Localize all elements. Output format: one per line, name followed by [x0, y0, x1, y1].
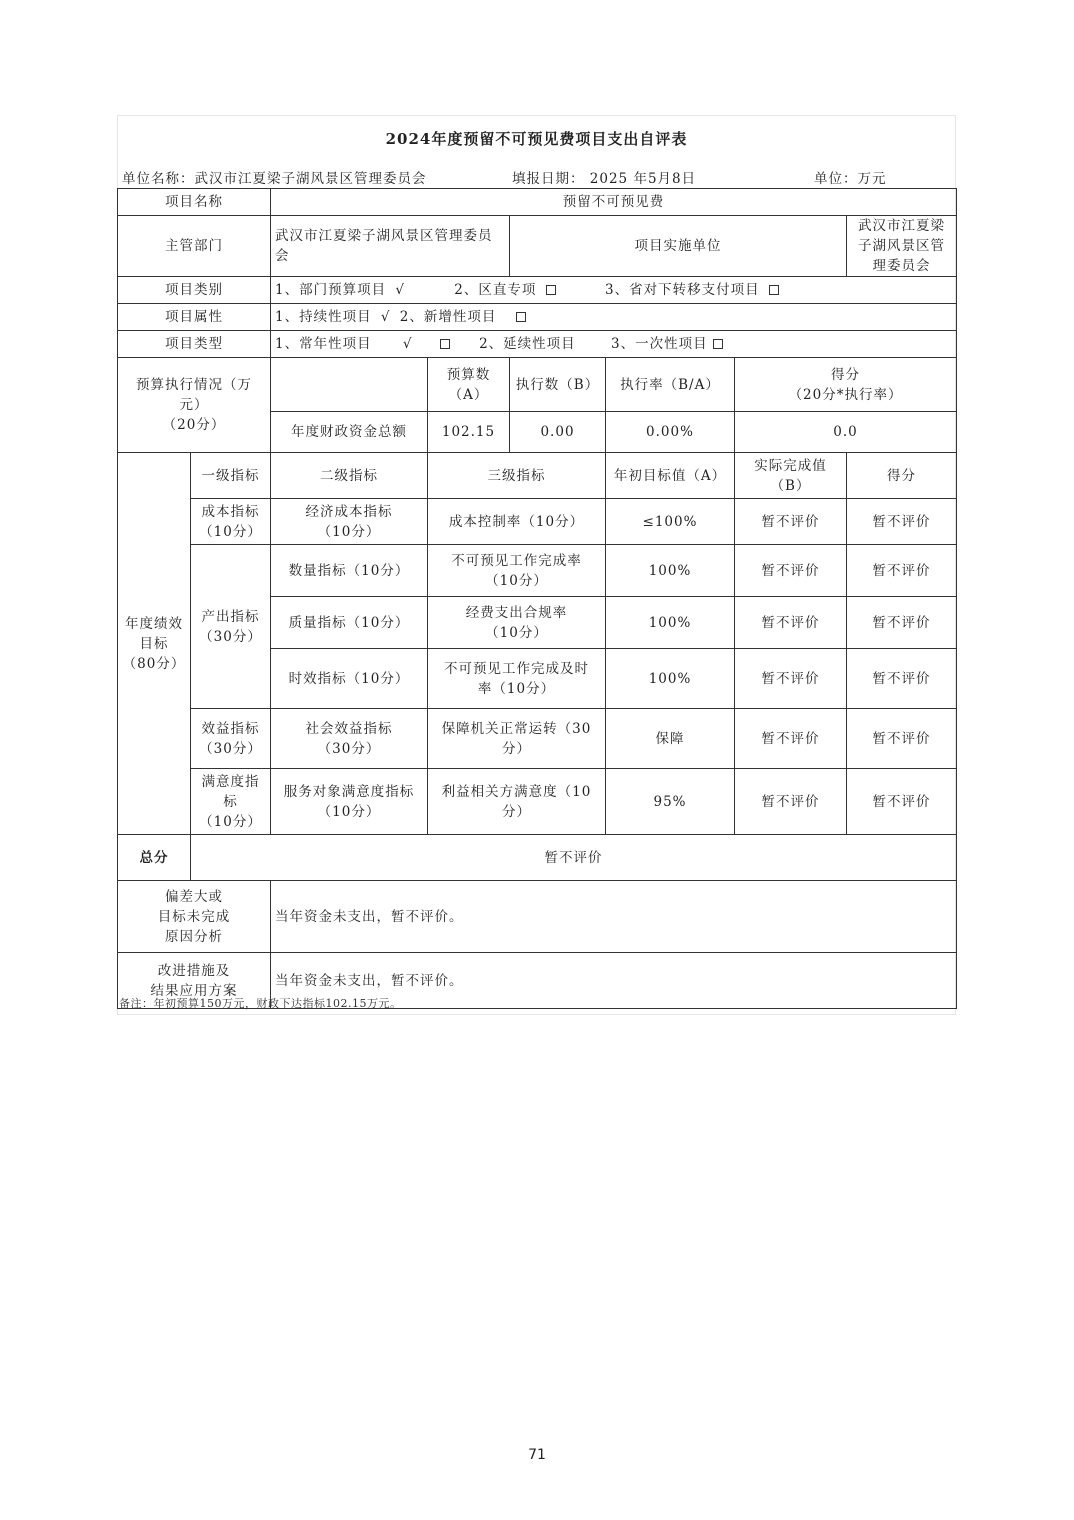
- remark-note: 备注：年初预算150万元，财政下达指标102.15万元。: [119, 997, 402, 1010]
- exec-value: 0.00: [510, 412, 606, 453]
- budget-section-label: 预算执行情况（万元） （20分）: [118, 358, 271, 453]
- department-value: 武汉市江夏梁子湖风景区管理委员会: [271, 216, 510, 277]
- budget-col-exec: 执行数（B）: [510, 358, 606, 412]
- impl-unit-label: 项目实施单位: [510, 216, 847, 277]
- score-cell: 暂不评价: [847, 769, 957, 835]
- actual-cell: 暂不评价: [735, 769, 847, 835]
- actual-cell: 暂不评价: [735, 709, 847, 769]
- target-cell: ≤100%: [606, 499, 735, 545]
- currency-unit: 单位：万元: [814, 171, 887, 187]
- type-option-extended: 2、延续性项目: [479, 336, 576, 352]
- level3-cell: 经费支出合规率 （10分）: [428, 597, 606, 649]
- project-name-value: 预留不可预见费: [271, 189, 957, 216]
- budget-col-rate: 执行率（B/A）: [606, 358, 735, 412]
- level2-cell: 服务对象满意度指标 （10分）: [271, 769, 428, 835]
- level1-cell: 效益指标 （30分）: [191, 709, 271, 769]
- table-row: [118, 499, 957, 545]
- department-row: [118, 216, 957, 277]
- category-options: [271, 277, 957, 304]
- fill-date: 填报日期： 2025 年5月8日: [512, 171, 697, 187]
- budget-row-label: 年度财政资金总额: [271, 412, 428, 453]
- attribute-option-continuing: 1、持续性项目: [275, 309, 372, 325]
- actual-cell: 暂不评价: [735, 649, 847, 709]
- project-name-label: 项目名称: [118, 189, 271, 216]
- type-option-onetime: 3、一次性项目: [610, 336, 708, 352]
- target-cell: 100%: [606, 597, 735, 649]
- attribute-row: [118, 304, 957, 331]
- level2-cell: 社会效益指标 （30分）: [271, 709, 428, 769]
- table-row: [118, 545, 957, 597]
- evaluation-table: [117, 188, 957, 1009]
- actual-cell: 暂不评价: [735, 499, 847, 545]
- impl-unit-value: 武汉市江夏梁子湖风景区管理委员会: [847, 216, 957, 277]
- project-name-row: [118, 189, 957, 216]
- category-option-provincial: 3、省对下转移支付项目: [604, 282, 760, 298]
- level1-cell: 满意度指 标 （10分）: [191, 769, 271, 835]
- category-option-dept: 1、部门预算项目: [275, 282, 387, 298]
- level3-cell: 不可预见工作完成率 （10分）: [428, 545, 606, 597]
- level3-cell: 利益相关方满意度（10 分）: [428, 769, 606, 835]
- col-level3: 三级指标: [428, 453, 606, 499]
- score-cell: 暂不评价: [847, 545, 957, 597]
- check-mark: √: [402, 336, 413, 352]
- category-label: 项目类别: [118, 277, 271, 304]
- score-cell: 暂不评价: [847, 597, 957, 649]
- improvement-value: 当年资金未支出，暂不评价。: [271, 953, 957, 1009]
- checkbox-empty-icon: [769, 285, 779, 295]
- deviation-value: 当年资金未支出，暂不评价。: [271, 881, 957, 953]
- category-option-district: 2、区直专项: [454, 282, 537, 298]
- type-row: [118, 331, 957, 358]
- deviation-label: 偏差大或 目标未完成 原因分析: [118, 881, 271, 953]
- table-row: [118, 769, 957, 835]
- checkbox-empty-icon: [516, 312, 526, 322]
- total-row: [118, 835, 957, 881]
- total-label: 总分: [118, 835, 191, 881]
- level3-cell: 保障机关正常运转（30 分）: [428, 709, 606, 769]
- budget-header-row: [118, 358, 957, 412]
- actual-cell: 暂不评价: [735, 545, 847, 597]
- level3-cell: 成本控制率（10分）: [428, 499, 606, 545]
- target-cell: 100%: [606, 649, 735, 709]
- budget-col-score: 得分 （20分*执行率）: [735, 358, 957, 412]
- page-number: 71: [528, 1447, 546, 1463]
- level2-cell: 时效指标（10分）: [271, 649, 428, 709]
- col-actual: 实际完成值 （B）: [735, 453, 847, 499]
- target-cell: 95%: [606, 769, 735, 835]
- level2-cell: 质量指标（10分）: [271, 597, 428, 649]
- actual-cell: 暂不评价: [735, 597, 847, 649]
- type-option-annual: 1、常年性项目: [275, 336, 372, 352]
- check-mark: √: [380, 309, 391, 325]
- budget-value: 102.15: [428, 412, 510, 453]
- checkbox-empty-icon: [713, 339, 723, 349]
- deviation-row: [118, 881, 957, 953]
- check-mark: √: [395, 282, 405, 298]
- total-value: 暂不评价: [191, 835, 957, 881]
- performance-header-row: [118, 453, 957, 499]
- table-row: [118, 709, 957, 769]
- col-level1: 一级指标: [191, 453, 271, 499]
- budget-col-budget: 预算数 （A）: [428, 358, 510, 412]
- rate-value: 0.00%: [606, 412, 735, 453]
- attribute-options: [271, 304, 957, 331]
- score-cell: 暂不评价: [847, 709, 957, 769]
- type-label: 项目类型: [118, 331, 271, 358]
- col-score: 得分: [847, 453, 957, 499]
- target-cell: 100%: [606, 545, 735, 597]
- form-title: 2024年度预留不可预见费项目支出自评表: [385, 130, 688, 148]
- level2-cell: 经济成本指标 （10分）: [271, 499, 428, 545]
- improvement-label: 改进措施及 结果应用方案: [118, 953, 271, 1009]
- level1-cell: 成本指标 （10分）: [191, 499, 271, 545]
- checkbox-empty-icon: [440, 339, 450, 349]
- score-cell: 暂不评价: [847, 649, 957, 709]
- attribute-option-new: 2、新增性项目: [399, 309, 497, 325]
- budget-blank-cell: [271, 358, 428, 412]
- level2-cell: 数量指标（10分）: [271, 545, 428, 597]
- level1-cell: 产出指标 （30分）: [191, 545, 271, 709]
- department-label: 主管部门: [118, 216, 271, 277]
- col-level2: 二级指标: [271, 453, 428, 499]
- col-target: 年初目标值（A）: [606, 453, 735, 499]
- score-cell: 暂不评价: [847, 499, 957, 545]
- level3-cell: 不可预见工作完成及时 率（10分）: [428, 649, 606, 709]
- category-row: [118, 277, 957, 304]
- performance-section-label: 年度绩效 目标 （80分）: [118, 453, 191, 835]
- type-options: [271, 331, 957, 358]
- checkbox-empty-icon: [546, 285, 556, 295]
- score-value: 0.0: [735, 412, 957, 453]
- target-cell: 保障: [606, 709, 735, 769]
- unit-name: 单位名称：武汉市江夏梁子湖风景区管理委员会: [122, 171, 427, 187]
- attribute-label: 项目属性: [118, 304, 271, 331]
